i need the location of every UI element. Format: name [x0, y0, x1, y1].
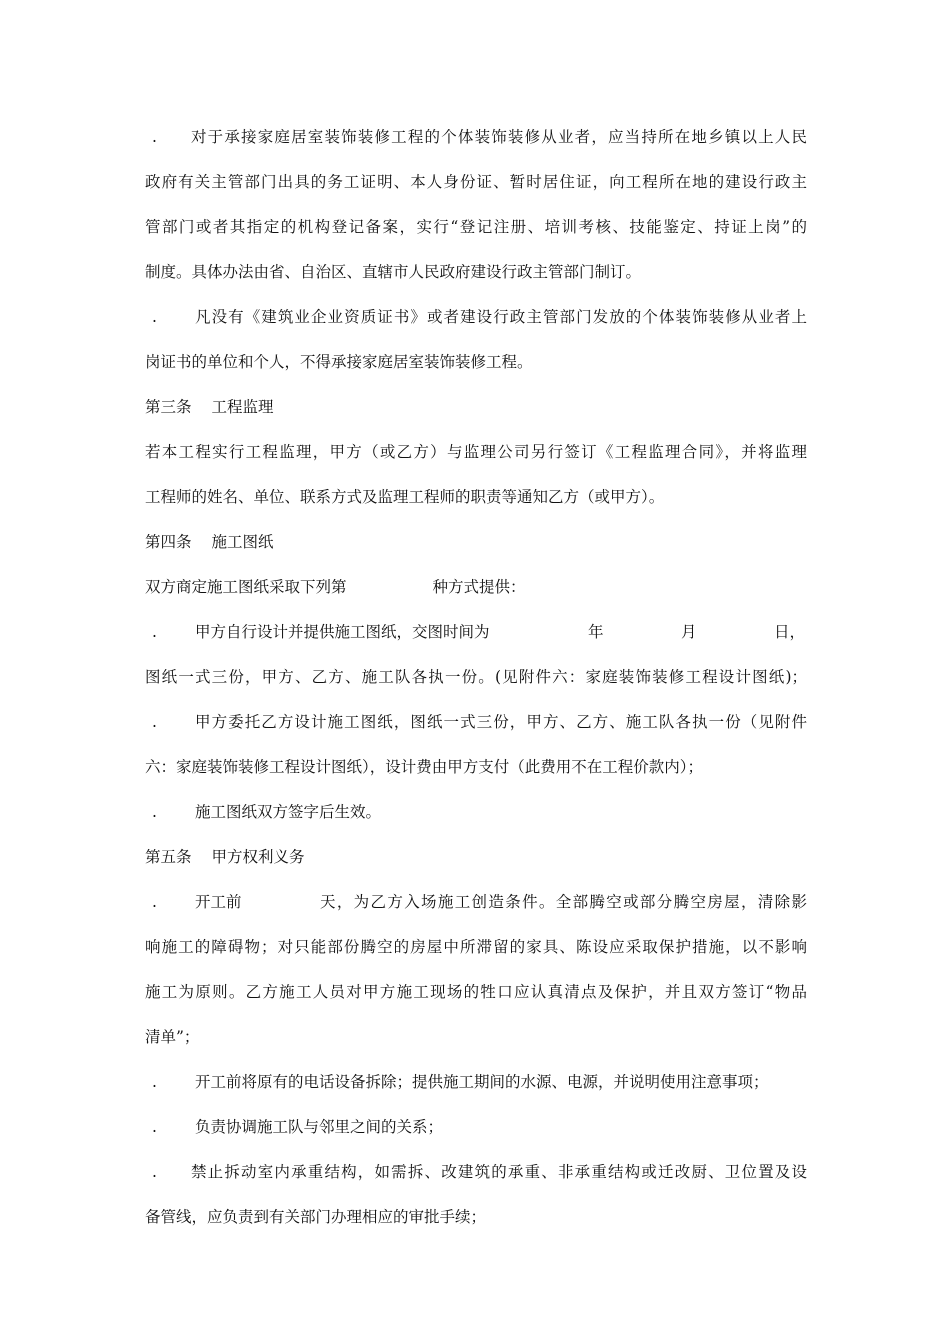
article-number: 第四条 — [145, 533, 192, 551]
article-heading — [145, 397, 807, 417]
paragraph-line: 对于承接家庭居室装饰装修工程的个体装饰装修从业者，应当持所在地乡镇以上人民 — [191, 128, 807, 146]
article-title: 施工图纸 — [211, 533, 274, 551]
paragraph-line: 开工前将原有的电话设备拆除；提供施工期间的水源、电源，并说明使用注意事项； — [195, 1073, 769, 1091]
item-bullet: . — [152, 1163, 157, 1181]
paragraph-line: 制度。具体办法由省、自治区、直辖市人民政府建设行政主管部门制订。 — [145, 263, 642, 281]
item-bullet: . — [152, 128, 157, 146]
text-segment: 种方式提供： — [432, 578, 526, 596]
paragraph-line: 甲方委托乙方设计施工图纸，图纸一式三份，甲方、乙方、施工队各执一份（见附件 — [195, 713, 807, 731]
item-bullet: . — [152, 308, 157, 326]
item-bullet: . — [152, 623, 157, 641]
article-number: 第五条 — [145, 848, 192, 866]
paragraph-line: 负责协调施工队与邻里之间的关系； — [195, 1118, 444, 1136]
paragraph-line: 图纸一式三份，甲方、乙方、施工队各执一份。(见附件六：家庭装饰装修工程设计图纸)； — [145, 668, 807, 686]
item-bullet: . — [152, 1073, 157, 1091]
article-number: 第三条 — [145, 398, 192, 416]
paragraph-line: 响施工的障碍物；对只能部份腾空的房屋中所滞留的家具、陈设应采取保护措施，以不影响 — [145, 938, 807, 956]
paragraph-line: 若本工程实行工程监理，甲方（或乙方）与监理公司另行签订《工程监理合同》，并将监理 — [145, 443, 807, 461]
paragraph-line: 清单”； — [145, 1028, 200, 1046]
paragraph-line: 工程师的姓名、单位、联系方式及监理工程师的职责等通知乙方（或甲方）。 — [145, 488, 665, 506]
item-bullet: . — [152, 713, 157, 731]
paragraph-line: 禁止拆动室内承重结构，如需拆、改建筑的承重、非承重结构或迁改厨、卫位置及设 — [191, 1163, 807, 1181]
paragraph-line — [145, 577, 807, 597]
article-title: 工程监理 — [211, 398, 274, 416]
article-title: 甲方权利义务 — [211, 848, 305, 866]
article-heading — [145, 847, 807, 867]
paragraph-line: 甲方自行设计并提供施工图纸，交图时间为 — [195, 623, 490, 641]
item-bullet: . — [152, 803, 157, 821]
paragraph-line: 施工图纸双方签字后生效。 — [195, 803, 382, 821]
item-bullet: . — [152, 893, 157, 911]
date-day-label: 日， — [774, 623, 806, 641]
paragraph-line: 六：家庭装饰装修工程设计图纸），设计费由甲方支付（此费用不在工程价款内）； — [145, 758, 704, 776]
paragraph-line: 管部门或者其指定的机构登记备案，实行“登记注册、培训考核、技能鉴定、持证上岗”的 — [145, 218, 807, 236]
paragraph-line: 凡没有《建筑业企业资质证书》或者建设行政主管部门发放的个体装饰装修从业者上 — [195, 308, 807, 326]
paragraph-line: 天，为乙方入场施工创造条件。全部腾空或部分腾空房屋，清除影 — [320, 893, 807, 911]
text-segment: 双方商定施工图纸采取下列第 — [145, 578, 347, 596]
paragraph-line: 备管线，应负责到有关部门办理相应的审批手续； — [145, 1208, 487, 1226]
paragraph-line: 政府有关主管部门出具的务工证明、本人身份证、暂时居住证，向工程所在地的建设行政主 — [145, 173, 807, 191]
paragraph-line: 施工为原则。乙方施工人员对甲方施工现场的牲口应认真清点及保护，并且双方签订“物品 — [145, 983, 807, 1001]
paragraph-line: 开工前 — [195, 893, 242, 911]
date-year-label: 年 — [588, 623, 604, 641]
item-bullet: . — [152, 1118, 157, 1136]
paragraph-line: 岗证书的单位和个人，不得承接家庭居室装饰装修工程。 — [145, 353, 533, 371]
article-heading — [145, 532, 807, 552]
date-month-label: 月 — [681, 623, 697, 641]
